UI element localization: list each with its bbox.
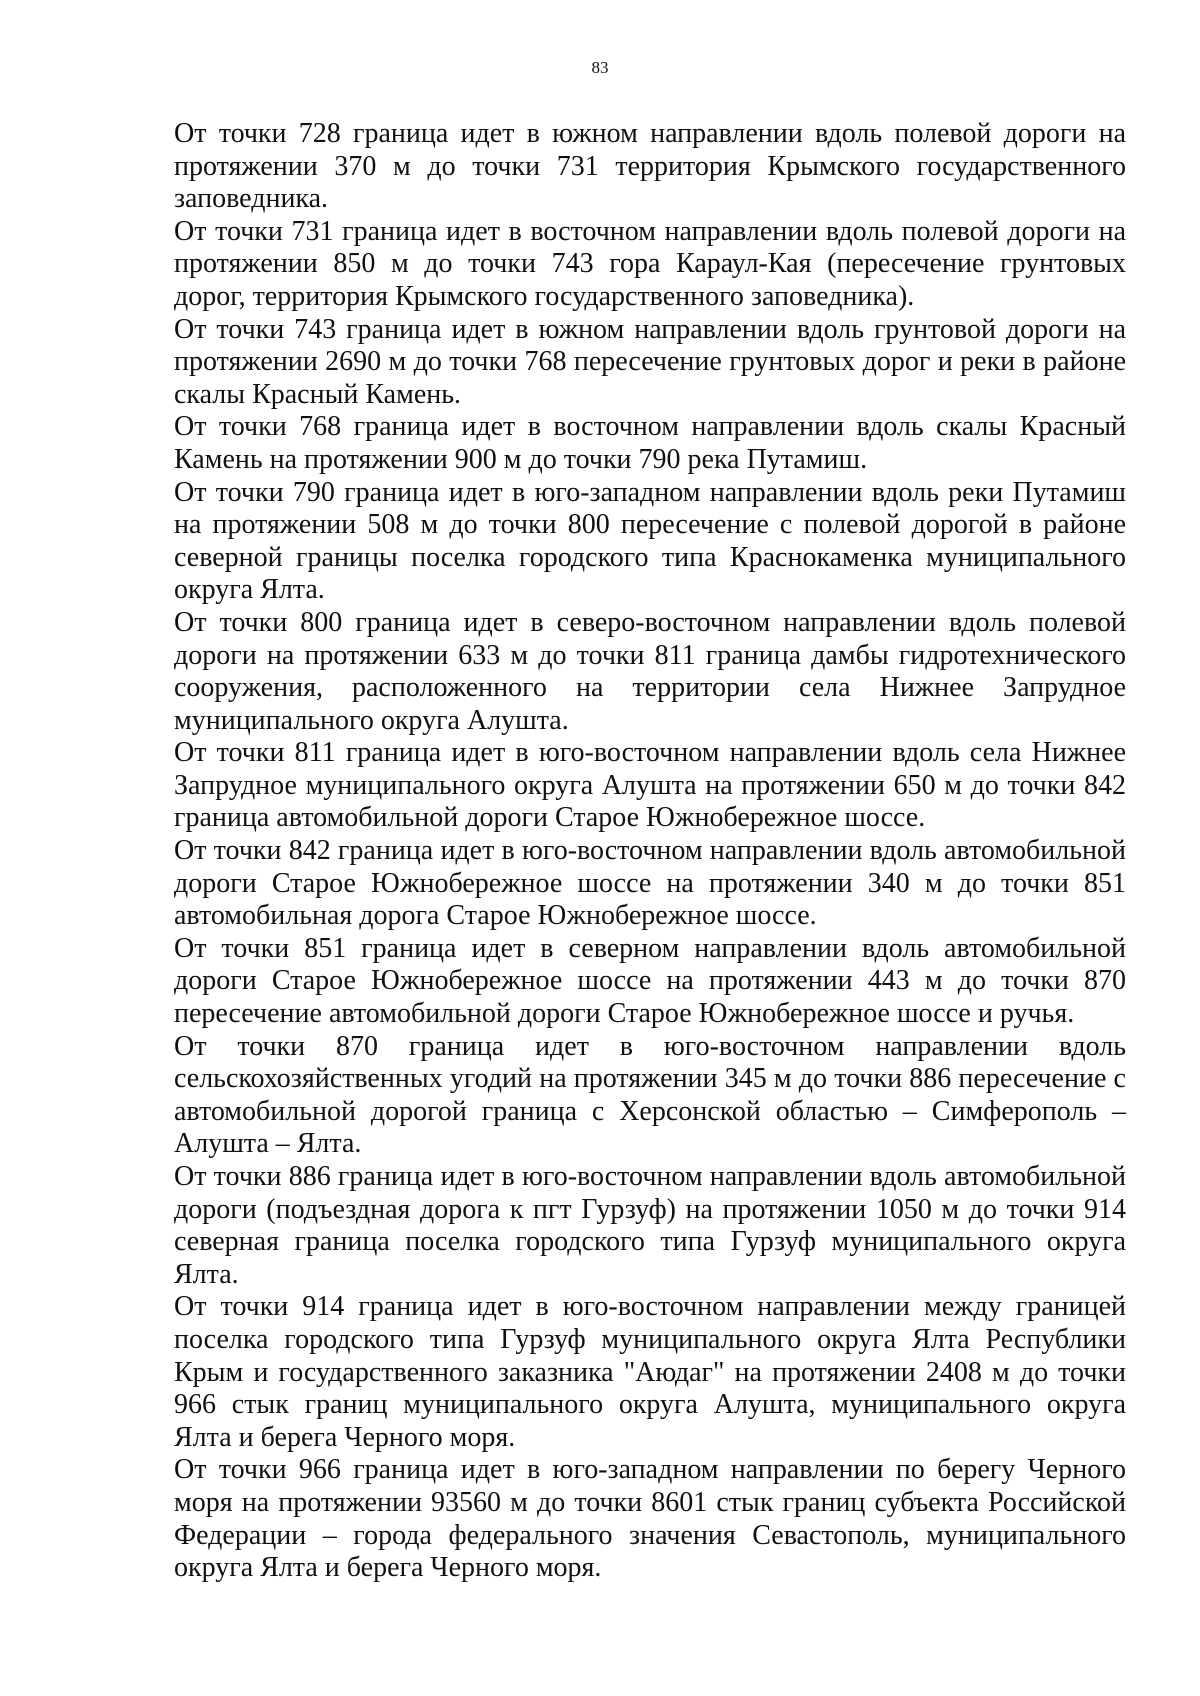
paragraph-768: От точки 768 граница идет в восточном направлении вдоль скалы Красный Камень на протяжении 900 м до точки 790 река Путамиш. xyxy=(174,411,1126,475)
paragraph-914: От точки 914 граница идет в юго-восточном направлении между границей поселка городского типа Гурзуф муниципального округа Ялта Республики Крым и государственного заказника "Аюдаг" на протяжении 2408 м до точки 966 стык границ муниципального округа Алушта, муниципального округа Ялта и берега Черного моря. xyxy=(174,1291,1126,1453)
paragraph-811: От точки 811 граница идет в юго-восточном направлении вдоль села Нижнее Запрудное муниципального округа Алушта на протяжении 650 м до точки 842 граница автомобильной дороги Старое Южнобережное шоссе. xyxy=(174,737,1126,834)
paragraph-731: От точки 731 граница идет в восточном направлении вдоль полевой дороги на протяжении 850 м до точки 743 гора Караул-Кая (пересечение грунтовых дорог, территория Крымского государственного заповедника). xyxy=(174,215,1126,312)
paragraph-886: От точки 886 граница идет в юго-восточном направлении вдоль автомобильной дороги (подъездная дорога к пгт Гурзуф) на протяжении 1050 м до точки 914 северная граница поселка городского типа Гурзуф муниципального округа Ялта. xyxy=(174,1161,1126,1290)
paragraph-800: От точки 800 граница идет в северо-восточном направлении вдоль полевой дороги на протяжении 633 м до точки 811 граница дамбы гидротехнического сооружения, расположенного на территории села Нижнее Запрудное муниципального округа Алушта. xyxy=(174,606,1126,736)
document-body xyxy=(174,118,1126,1585)
paragraph-966: От точки 966 граница идет в юго-западном направлении по берегу Черного моря на протяжении 93560 м до точки 8601 стык границ субъекта Российской Федерации – города федерального значения Севастополь, муниципального округа Ялта и берега Черного моря. xyxy=(174,1454,1126,1584)
paragraph-842: От точки 842 граница идет в юго-восточном направлении вдоль автомобильной дороги Старое Южнобережное шоссе на протяжении 340 м до точки 851 автомобильная дорога Старое Южнобережное шоссе. xyxy=(174,835,1126,932)
paragraph-851: От точки 851 граница идет в северном направлении вдоль автомобильной дороги Старое Южнобережное шоссе на протяжении 443 м до точки 870 пересечение автомобильной дороги Старое Южнобережное шоссе и ручья. xyxy=(174,932,1126,1030)
page-number: 83 xyxy=(591,58,609,77)
paragraph-728: От точки 728 граница идет в южном направлении вдоль полевой дороги на протяжении 370 м до точки 731 территория Крымского государственного заповедника. xyxy=(174,118,1126,215)
paragraph-743: От точки 743 граница идет в южном направлении вдоль грунтовой дороги на протяжении 2690 м до точки 768 пересечение грунтовых дорог и реки в районе скалы Красный Камень. xyxy=(174,313,1126,410)
paragraph-790: От точки 790 граница идет в юго-западном направлении вдоль реки Путамиш на протяжении 508 м до точки 800 пересечение с полевой дорогой в районе северной границы поселка городского типа Краснокаменка муниципального округа Ялта. xyxy=(174,476,1126,606)
paragraph-870: От точки 870 граница идет в юго-восточном направлении вдоль сельскохозяйственных угодий на протяжении 345 м до точки 886 пересечение с автомобильной дорогой граница с Херсонской областью – Симферополь – Алушта – Ялта. xyxy=(174,1030,1126,1160)
